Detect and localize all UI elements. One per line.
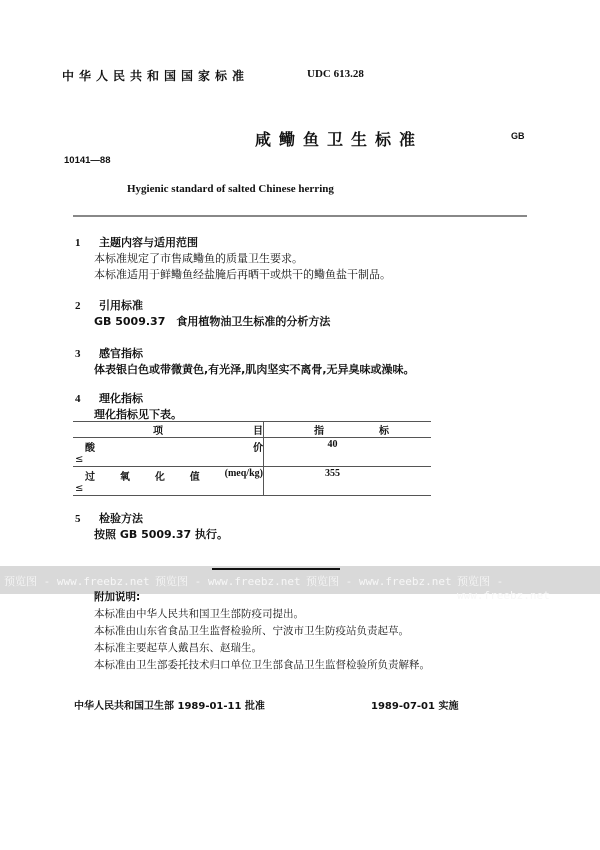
watermark-text: 预览图 - www.freebz.net: [306, 575, 452, 588]
table-header-row: [73, 422, 431, 438]
section-4-heading: [75, 390, 143, 406]
item-part: 氧: [119, 472, 130, 483]
section-title: 引用标准: [99, 299, 143, 312]
section-number: 2: [75, 300, 81, 312]
section-2-line-1: GB 5009.37 食用植物油卫生标准的分析方法: [94, 315, 331, 328]
appendix-line: 本标准由山东省食品卫生监督检验所、宁波市卫生防疫站负责起草。: [94, 625, 409, 637]
gb-label: GB: [511, 131, 525, 141]
item-cell: [73, 467, 264, 496]
header-value-cell: [264, 422, 432, 438]
item-part: 酸: [85, 443, 95, 454]
item-part: 价: [253, 443, 263, 454]
english-title: Hygienic standard of salted Chinese herring: [127, 183, 334, 195]
table-row: [73, 438, 431, 467]
document-title: 咸鳓鱼卫生标准: [255, 130, 424, 149]
section-5-heading: [75, 510, 143, 526]
item-part: 过: [85, 472, 95, 483]
section-1-line-1: 本标准规定了市售咸鳓鱼的质量卫生要求。: [94, 252, 303, 265]
section-number: 3: [75, 348, 81, 360]
header-item-cell: [73, 422, 264, 438]
value-cell: [264, 467, 432, 496]
section-5-line-1: 按照 GB 5009.37 执行。: [94, 528, 229, 541]
leq-symbol: ≤: [75, 483, 84, 494]
section-title: 检验方法: [99, 512, 143, 525]
section-number: 5: [75, 513, 81, 525]
section-number: 4: [75, 393, 81, 405]
watermark-text: 预览图 - www.freebz.net: [155, 575, 301, 588]
appendix-heading: 附加说明:: [94, 591, 141, 603]
section-1-line-2: 本标准适用于鲜鳓鱼经盐腌后再晒干或烘干的鳓鱼盐干制品。: [94, 268, 391, 281]
appendix-line: 本标准由卫生部委托技术归口单位卫生部食品卫生监督检验所负责解释。: [94, 659, 430, 671]
section-title: 感官指标: [99, 347, 143, 360]
item-cell: [73, 438, 264, 467]
physicochemical-table: [73, 421, 431, 496]
value: 355: [325, 468, 340, 479]
item-part: 化: [154, 472, 165, 483]
approval-line: 中华人民共和国卫生部 1989-01-11 批准: [74, 701, 265, 712]
effective-date: 1989-07-01 实施: [371, 701, 459, 712]
section-title: 主题内容与适用范围: [99, 236, 198, 249]
header-divider: [73, 215, 527, 217]
gb-number: 10141—88: [64, 155, 111, 166]
leq-symbol: ≤: [75, 454, 84, 465]
value: 40: [327, 439, 338, 450]
header-item-b: 目: [253, 426, 263, 437]
appendix-line: 本标准由中华人民共和国卫生部防疫司提出。: [94, 608, 304, 620]
table-row: [73, 467, 431, 496]
section-4-line-1: 理化指标见下表。: [94, 408, 182, 421]
section-2-heading: [75, 297, 143, 313]
header-value-a: 指: [314, 426, 324, 437]
item-part: 值: [189, 472, 200, 483]
watermark-text: 预览图 - www.freebz.net: [457, 575, 550, 602]
section-3-line-1: 体表银白色或带微黄色,有光泽,肌肉坚实不离骨,无异臭味或澡味。: [94, 363, 415, 376]
section-3-heading: [75, 345, 143, 361]
header-item-a: 项: [153, 426, 163, 437]
item-unit: (meq/kg): [224, 468, 263, 479]
section-1-heading: [75, 234, 198, 250]
udc-code: UDC 613.28: [307, 68, 364, 80]
section-number: 1: [75, 237, 81, 249]
watermark-text: 预览图 - www.freebz.net: [4, 575, 150, 588]
appendix-line: 本标准主要起草人戴昌东、赵瑞生。: [94, 642, 262, 654]
value-cell: [264, 438, 432, 467]
header-value-b: 标: [379, 426, 389, 437]
appendix-divider: [212, 568, 340, 570]
national-standard-label: 中华人民共和国国家标准: [62, 69, 250, 83]
section-title: 理化指标: [99, 392, 143, 405]
